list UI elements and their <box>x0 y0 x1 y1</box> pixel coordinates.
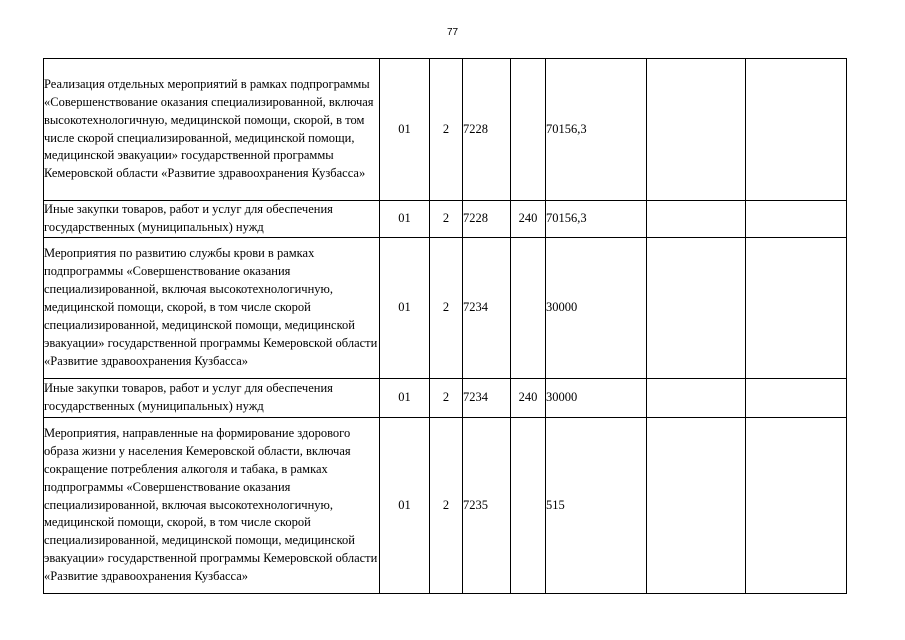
row-expense-type <box>511 418 546 594</box>
row-amount: 515 <box>546 418 647 594</box>
row-code: 7234 <box>463 238 511 379</box>
page-number: 77 <box>446 27 459 38</box>
row-col8 <box>746 201 847 238</box>
row-description: Иные закупки товаров, работ и услуг для обеспечения государственных (муниципальных) нужд <box>44 379 380 418</box>
row-expense-type: 240 <box>511 201 546 238</box>
row-section: 01 <box>380 238 430 379</box>
row-expense-type <box>511 238 546 379</box>
table-row <box>44 418 847 594</box>
row-code: 7228 <box>463 59 511 201</box>
row-description: Реализация отдельных мероприятий в рамках подпрограммы «Совершенствование оказания специализированной, включая высокотехнологичную, медицинской помощи, скорой, в том числе скорой специализированной, медицинской помощи, медицинской эвакуации» государственной программы Кемеровской области «Развитие здравоохранения Кузбасса» <box>44 59 380 201</box>
row-subprogram: 2 <box>430 201 463 238</box>
row-col7 <box>647 379 746 418</box>
row-description: Мероприятия по развитию службы крови в рамках подпрограммы «Совершенствование оказания специализированной, включая высокотехнологичную, медицинской помощи, скорой, в том числе скорой специализированной, медицинской помощи, медицинской эвакуации» государственной программы Кемеровской области «Развитие здравоохранения Кузбасса» <box>44 238 380 379</box>
row-amount: 70156,3 <box>546 201 647 238</box>
row-code: 7228 <box>463 201 511 238</box>
row-col8 <box>746 59 847 201</box>
row-amount: 30000 <box>546 379 647 418</box>
row-code: 7234 <box>463 379 511 418</box>
row-subprogram: 2 <box>430 418 463 594</box>
row-col7 <box>647 59 746 201</box>
row-section: 01 <box>380 379 430 418</box>
row-description: Иные закупки товаров, работ и услуг для обеспечения государственных (муниципальных) нужд <box>44 201 380 238</box>
row-amount: 30000 <box>546 238 647 379</box>
row-section: 01 <box>380 59 430 201</box>
row-col8 <box>746 418 847 594</box>
row-section: 01 <box>380 418 430 594</box>
row-expense-type: 240 <box>511 379 546 418</box>
row-section: 01 <box>380 201 430 238</box>
row-col7 <box>647 418 746 594</box>
row-col8 <box>746 238 847 379</box>
row-code: 7235 <box>463 418 511 594</box>
table-row <box>44 238 847 379</box>
table-row <box>44 59 847 201</box>
row-amount: 70156,3 <box>546 59 647 201</box>
table-row <box>44 379 847 418</box>
row-expense-type <box>511 59 546 201</box>
row-description: Мероприятия, направленные на формирование здорового образа жизни у населения Кемеровской области, включая сокращение потребления алкоголя и табака, в рамках подпрограммы «Совершенствование оказания специализированной, включая высокотехнологичную, медицинской помощи, скорой, в том числе скорой специализированной, медицинской помощи, медицинской эвакуации» государственной программы Кемеровской области «Развитие здравоохранения Кузбасса» <box>44 418 380 594</box>
row-col7 <box>647 238 746 379</box>
table-row <box>44 201 847 238</box>
row-subprogram: 2 <box>430 59 463 201</box>
row-col7 <box>647 201 746 238</box>
budget-table <box>43 58 847 594</box>
table-body <box>44 59 847 594</box>
row-col8 <box>746 379 847 418</box>
row-subprogram: 2 <box>430 238 463 379</box>
row-subprogram: 2 <box>430 379 463 418</box>
